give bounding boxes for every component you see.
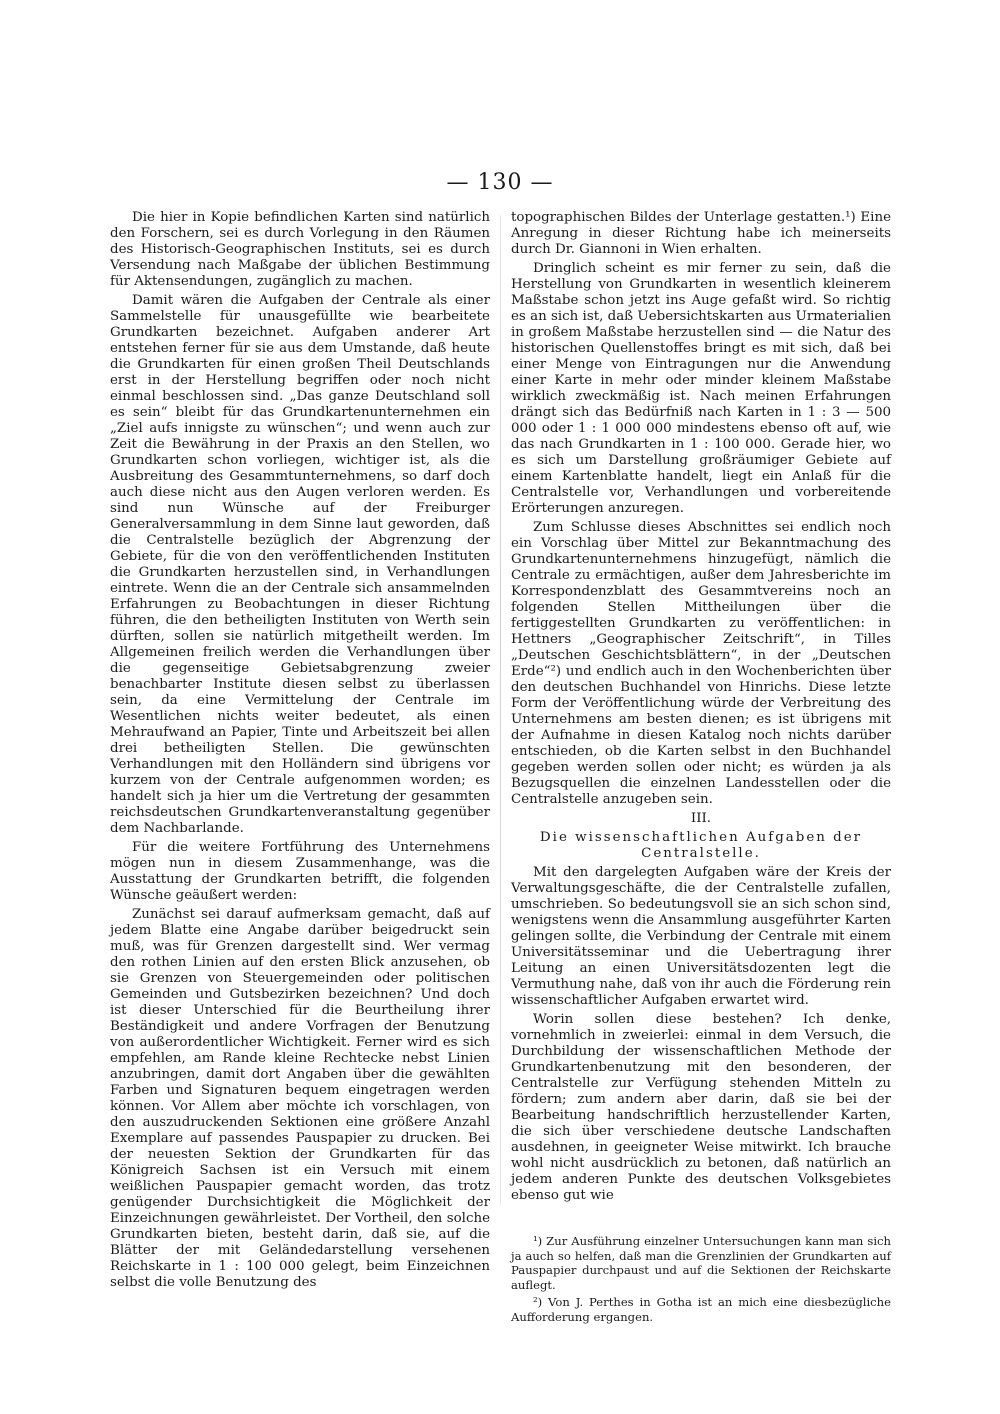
section-heading: Die wissenschaftlichen Aufgaben der Centralstelle. xyxy=(539,830,863,861)
paragraph-continuation: topographischen Bildes der Unterlage gestatten.¹) Eine Anregung in dieser Richtung habe ich meinerseits durch Dr. Giannoni in Wien erhalten. xyxy=(511,210,891,257)
paragraph: Zunächst sei darauf aufmerksam gemacht, daß auf jedem Blatte eine Angabe darüber beigedruckt sein muß, was für Grenzen dargestellt sind. Wer vermag den rothen Linien auf den ersten Blick anzusehen, ob sie Grenzen von Steuergemeinden oder politischen Gemeinden und Gutsbezirken bezeichnen? Und doch ist dieser Unterschied für die Beurtheilung ihrer Beständigkeit und andere Vorfragen der Benutzung von außerordentlicher Wichtigkeit. Ferner wird es sich empfehlen, am Rande kleine Rechtecke nebst Linien anzubringen, damit dort Angaben über die gewählten Farben und Signaturen bequem eingetragen werden können. Vor Allem aber möchte ich vorschlagen, von den auszudruckenden Sektionen eine größere Anzahl Exemplare auf passendes Pauspapier zu drucken. Bei der neuesten Sektion der Grundkarten für das Königreich Sachsen ist ein Versuch mit einem weißlichen Pauspapier gemacht worden, das trotz genügender Durchsichtigkeit die Möglichkeit der Einzeichnungen gewährleistet. Der Vortheil, den solche Grundkarten bieten, besteht darin, daß sie, auf die Blätter der mit Geländedarstellung versehenen Reichskarte in 1 : 100 000 gelegt, beim Einzeichnen selbst die volle Benutzung des xyxy=(110,907,490,1290)
footnotes xyxy=(511,1234,891,1324)
paragraph: Worin sollen diese bestehen? Ich denke, vornehmlich in zweierlei: einmal in dem Versuch, die Durchbildung der wissenschaftlichen Methode der Grundkartenbenutzung mit den besonderen, der Centralstelle zur Verfügung stehenden Mitteln zu fördern; zum andern aber darin, daß sie bei der Bearbeitung handschriftlich herzustellender Karten, die sich über verschiedene deutsche Landschaften ausdehnen, in geeigneter Weise mitwirkt. Ich brauche wohl nicht ausdrücklich zu betonen, daß natürlich an jedem anderen Punkte des deutschen Volksgebietes ebenso gut wie xyxy=(511,1012,891,1203)
paragraph: Mit den dargelegten Aufgaben wäre der Kreis der Verwaltungsgeschäfte, die der Centralstelle zufallen, umschrieben. So bedeutungsvoll sie an sich schon sind, wenigstens wenn die Ansammlung ausgeführter Karten gelingen sollte, die Verbindung der Centrale mit einem Universitätsseminar und die Uebertragung ihrer Leitung an einen Universitätsdozenten legt die Vermuthung nahe, daß von ihr auch die Förderung rein wissenschaftlicher Aufgaben erwartet wird. xyxy=(511,865,891,1008)
page-number: — 130 — xyxy=(446,170,554,195)
column-divider xyxy=(500,215,501,1205)
paragraph: Dringlich scheint es mir ferner zu sein, daß die Herstellung von Grundkarten in wesentlich kleinerem Maßstabe schon jetzt ins Auge gefaßt wird. So richtig es an sich ist, daß Uebersichtskarten aus Urmaterialien in großem Maßstabe herzustellen sind — die Natur des historischen Quellenstoffes bringt es mit sich, daß bei einer Menge von Eintragungen nur die Anwendung einer Karte in mehr oder minder kleinem Maßstabe wirklich zweckmäßig ist. Nach meinen Erfahrungen drängt sich das Bedürfniß nach Karten in 1 : 3 — 500 000 oder 1 : 1 000 000 mindestens ebenso oft auf, wie das nach Grundkarten in 1 : 100 000. Gerade hier, wo es sich um Darstellung großräumiger Gebiete auf einem Kartenblatte handelt, liegt ein Anlaß für die Centralstelle vor, Verhandlungen und vorbereitende Erörterungen anzuregen. xyxy=(511,261,891,516)
section-number: III. xyxy=(690,811,712,826)
paragraph: Damit wären die Aufgaben der Centrale als einer Sammelstelle für unausgefüllte wie bearbeitete Grundkarten bezeichnet. Aufgaben anderer Art entstehen ferner für sie aus dem Umstande, daß heute die Grundkarten für einen großen Theil Deutschlands erst in der Herstellung begriffen oder noch nicht einmal beschlossen sind. „Das ganze Deutschland soll es sein“ bleibt für das Grundkartenunternehmen ein „Ziel aufs innigste zu wünschen“; und wenn auch zur Zeit die Bewährung in der Praxis an den Stellen, wo Grundkarten schon vorliegen, wichtiger ist, als die Ausbreitung des Gesammtunternehmens, so darf doch auch diese nicht aus den Augen verloren werden. Es sind nun Wünsche auf der Freiburger Generalversammlung in dem Sinne laut geworden, daß die Centralstelle bezüglich der Abgrenzung der Gebiete, für die von den veröffentlichenden Instituten die Grundkarten herzustellen sind, in Verhandlungen eintrete. Wenn die an der Centrale sich ansammelnden Erfahrungen zu Beobachtungen in dieser Richtung führen, die den betheiligten Instituten von Werth sein dürften, sollen sie natürlich mitgetheilt werden. Im Allgemeinen freilich werden die Verhandlungen über die gegenseitige Gebietsabgrenzung zweier benachbarter Institute diesen selbst zu überlassen sein, da eine Vermittelung der Centrale im Wesentlichen nichts weiter bedeutet, als einen Mehraufwand an Papier, Tinte und Arbeitszeit bei allen drei betheiligten Stellen. Die gewünschten Verhandlungen mit den Holländern sind übrigens vor kurzem von der Centrale aufgenommen worden; es handelt sich ja hier um die Vertretung der gesammten reichsdeutschen Grundkartenveranstaltung gegenüber dem Nachbarlande. xyxy=(110,293,490,836)
footnote: ²) Von J. Perthes in Gotha ist an mich eine diesbezügliche Aufforderung ergangen. xyxy=(511,1295,891,1324)
paragraph: Die hier in Kopie befindlichen Karten sind natürlich den Forschern, sei es durch Vorlegung in den Räumen des Historisch-Geographischen Instituts, sei es durch Versendung nach Maßgabe der üblichen Bestimmung für Aktensendungen, zugänglich zu machen. xyxy=(110,210,490,289)
right-column xyxy=(511,210,891,1324)
paragraph: Zum Schlusse dieses Abschnittes sei endlich noch ein Vorschlag über Mittel zur Bekanntmachung des Grundkartenunternehmens hinzugefügt, nämlich die Centrale zu ermächtigen, außer dem Jahresberichte im Korrespondenzblatt des Gesammtvereins noch an folgenden Stellen Mittheilungen über die fertiggestellten Grundkarten zu veröffentlichen: in Hettners „Geographischer Zeitschrift“, in Tilles „Deutschen Geschichtsblättern“, in der „Deutschen Erde“²) und endlich auch in den Wochenberichten über den deutschen Buchhandel von Hinrichs. Diese letzte Form der Veröffentlichung würde der Verbreitung des Unternehmens am besten dienen; es ist übrigens mit der Aufnahme in diesen Katalog noch nichts darüber entschieden, ob die Karten selbst in den Buchhandel gegeben werden sollen oder nicht; es würden ja als Bezugsquellen die einzelnen Landesstellen oder die Centralstelle anzugeben sein. xyxy=(511,520,891,807)
paragraph: Für die weitere Fortführung des Unternehmens mögen nun in diesem Zusammenhange, was die Ausstattung der Grundkarten betrifft, die folgenden Wünsche geäußert werden: xyxy=(110,840,490,903)
footnote: ¹) Zur Ausführung einzelner Untersuchungen kann man sich ja auch so helfen, daß man die Grenzlinien der Grundkarten auf Pauspapier durchpaust und auf die Sektionen der Reichskarte auflegt. xyxy=(511,1234,891,1292)
left-column xyxy=(110,210,490,1291)
